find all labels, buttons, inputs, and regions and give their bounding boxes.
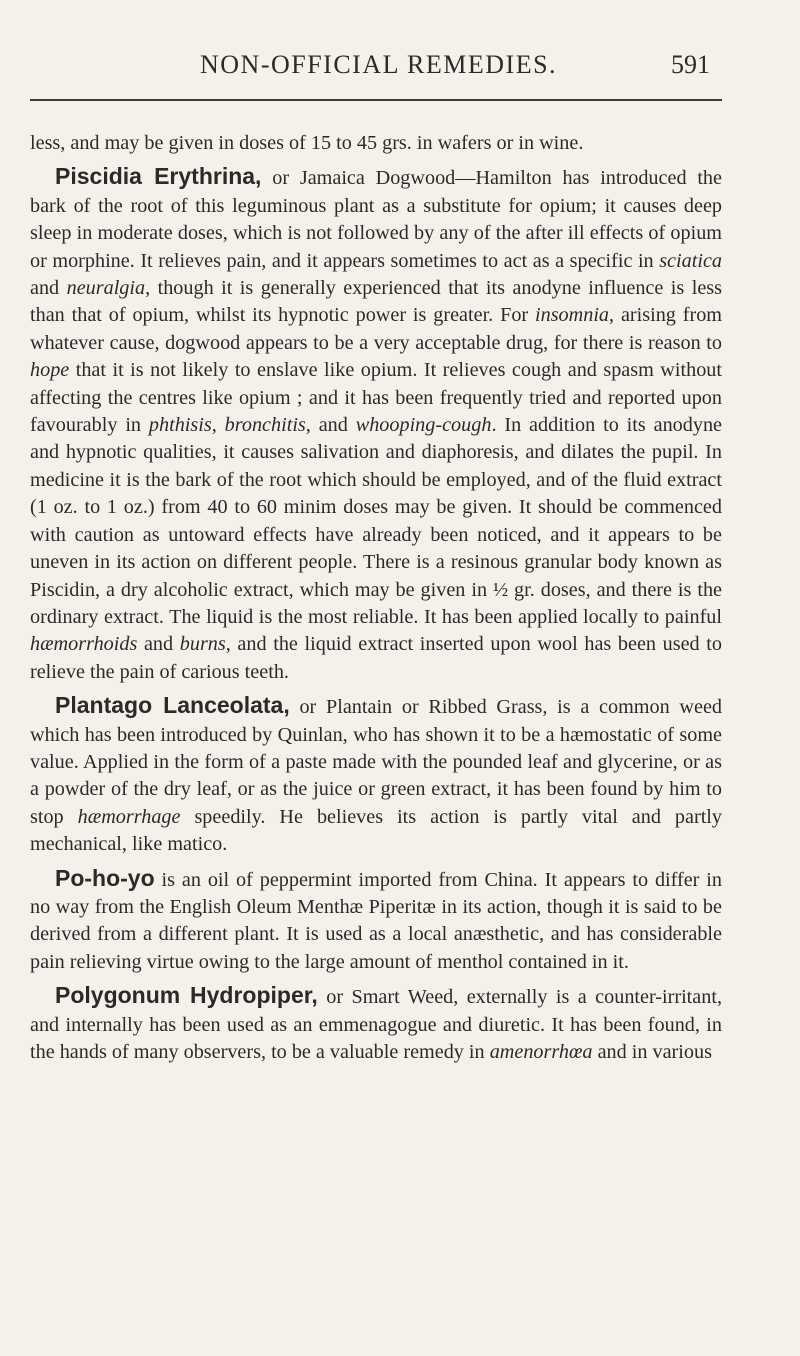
entry-text: is an oil of peppermint imported from China. It appears to differ in no way from the English Oleum Menthæ Piperitæ in its action, though it is said to be derived from a different plant. It is used as a local anæsthetic, and has considerable pain relieving virtue owing to the large amount of menthol contained in it.: [30, 868, 722, 973]
italic-term: bronchitis: [224, 414, 306, 437]
italic-term: hæmorrhoids: [30, 633, 138, 656]
continuation-paragraph: [30, 130, 722, 157]
page-body: [30, 130, 722, 1072]
entry-plantago: [30, 692, 722, 858]
entry-text: or Jamaica Dogwood—Hamilton has introduced the bark of the root of this leguminous plant as a substitute for opium; it causes deep sleep in moderate doses, which is not followed by any of the after ill effects of opium or morphine. It relieves pain, and it appears sometimes to act as a specific in: [30, 167, 722, 272]
header-rule: [30, 99, 722, 101]
entry-text: , and the liquid extract inserted upon wool has been used to relieve the pain of carious teeth.: [30, 633, 722, 683]
entry-text: and: [137, 633, 180, 656]
italic-term: amenorrhœa: [489, 1041, 593, 1063]
entry-text: and: [30, 277, 67, 300]
entry-text: speedily. He believes its action is partly vital and partly mechanical, like matico.: [30, 805, 722, 856]
entry-text: ,: [211, 414, 225, 437]
entry-polygonum: [30, 982, 722, 1066]
italic-term: phthisis: [148, 414, 212, 437]
entry-text: , and: [305, 414, 356, 437]
italic-term: sciatica: [659, 249, 722, 272]
entry-text: , though it is generally experienced that its anodyne influence is less than that of opium, whilst its hypnotic power is greater. For: [30, 277, 722, 327]
entry-text: . In addition to its anodyne and hypnotic qualities, it causes salivation and diaphoresis, and dilates the pupil. In medicine it is the bark of the root which should be employed, and of the fluid extract (1 oz. to 1 oz.) from 40 to 60 minim doses may be given. It should be commenced with caution as untoward effects have already been noticed, and it appears to be uneven in its action on different people. There is a resinous granular body known as Piscidin, a dry alcoholic extract, which may be given in ½ gr. doses, and there is the ordinary extract. The liquid is the most reliable. It has been applied locally to painful: [30, 414, 722, 628]
italic-term: insomnia: [535, 304, 610, 327]
italic-term: hæmorrhage: [77, 805, 181, 828]
italic-term: hope: [30, 359, 70, 382]
italic-term: neuralgia: [66, 277, 146, 300]
running-header: [0, 50, 800, 90]
entry-term-plantago: Plantago Lanceolata,: [55, 692, 290, 719]
entry-text: or Plantain or Ribbed Grass, is a common weed which has been introduced by Quinlan, who has shown it to be a hæmostatic of some value. Applied in the form of a paste made with the pounded leaf and glycerine, or as a powder of the dry leaf, or as the juice or green extract, it has been found by him to stop: [30, 696, 722, 828]
continuation-text: less, and may be given in doses of 15 to 45 grs. in wafers or in wine.: [30, 132, 584, 154]
entry-term-piscidia: Piscidia Erythrina,: [55, 163, 262, 190]
running-title: NON-OFFICIAL REMEDIES.: [200, 50, 558, 79]
entry-text: that it is not likely to enslave like opium. It relieves cough and spasm without affecting the centres like opium ; and it has been frequently tried and reported upon favourably in: [30, 359, 722, 437]
entry-term-po-ho-yo: Po-ho-yo: [55, 864, 155, 891]
italic-term: whooping-cough: [355, 414, 492, 437]
entry-text: and in various: [592, 1041, 712, 1063]
entry-term-polygonum: Polygonum Hydropiper,: [55, 982, 318, 1009]
entry-text: or Smart Weed, externally is a counter-irritant, and internally has been used as an emmenagogue and diuretic. It has been found, in the hands of many observers, to be a valuable remedy in: [30, 986, 722, 1063]
entry-piscidia: [30, 163, 722, 686]
page-number: 591: [671, 50, 710, 79]
entry-text: , arising from whatever cause, dogwood appears to be a very acceptable drug, for there is reason to: [30, 304, 722, 354]
italic-term: burns: [179, 633, 226, 656]
entry-po-ho-yo: [30, 865, 722, 977]
